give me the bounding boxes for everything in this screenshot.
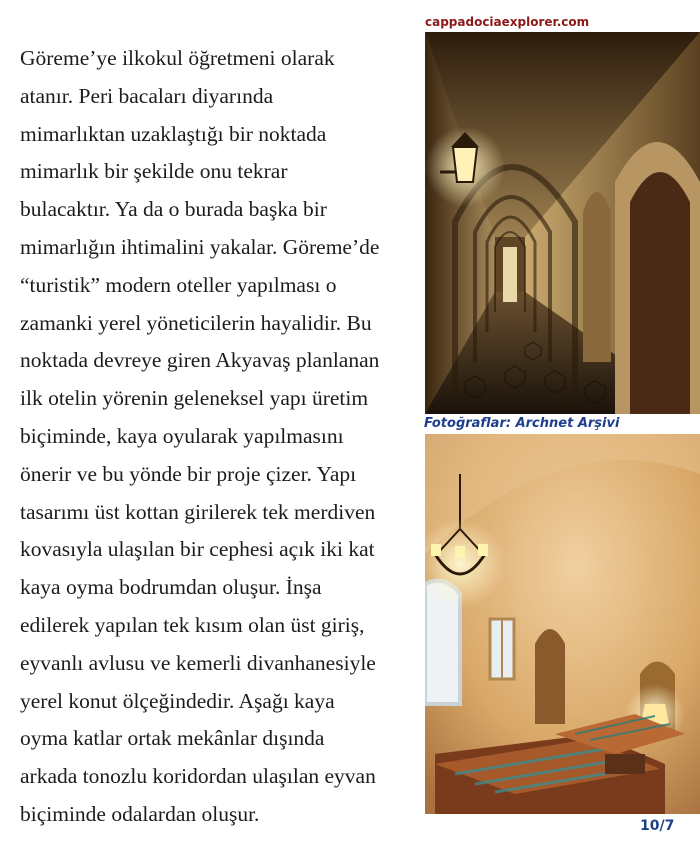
article-line: Göreme’ye ilkokul öğretmeni olarak — [20, 46, 335, 70]
room-photo — [425, 434, 700, 814]
article-line: bulacaktır. Ya da o burada başka bir — [20, 197, 327, 222]
article-line: yerel konut ölçeğindedir. Aşağı kaya — [20, 688, 335, 713]
article-body — [20, 40, 420, 834]
article-line: zamanki yerel yöneticilerin hayalidir. Bu — [20, 310, 372, 335]
article-line: mimarlıktan uzaklaştığı bir noktada — [20, 121, 327, 146]
article-line: mimarlık bir şekilde onu tekrar — [20, 159, 288, 184]
article-line: oyma katlar ortak mekânlar dışında — [20, 726, 325, 751]
article-line: biçiminde, kaya oyularak yapılmasını — [20, 423, 344, 448]
article-line: kovasıyla ulaşılan bir cephesi açık iki kat — [20, 537, 375, 562]
photo-caption: Fotoğraflar: Archnet Arşivi — [424, 416, 620, 431]
article-line: atanır. Peri bacaları diyarında — [20, 83, 274, 108]
article-line: tasarımı üst kottan girilerek tek merdiven — [20, 499, 376, 524]
page-number: 10/7 — [640, 818, 675, 834]
article-line: kaya oyma bodrumdan oluşur. İnşa — [20, 575, 322, 600]
article-line: ilk otelin yörenin geleneksel yapı üretim — [20, 386, 369, 411]
article-line: mimarlığın ihtimalini yakalar. Göreme’de — [20, 234, 380, 259]
source-site: cappadociaexplorer.com — [425, 15, 590, 29]
article-line: noktada devreye giren Akyavaş planlanan — [20, 348, 380, 373]
article-line: arkada tonozlu koridordan ulaşılan eyvan — [20, 764, 376, 789]
article-line: eyvanlı avlusu ve kemerli divanhanesiyle — [20, 650, 376, 675]
article-line: önerir ve bu yönde bir proje çizer. Yapı — [20, 461, 357, 486]
article-line: “turistik” modern oteller yapılması o — [20, 272, 337, 297]
article-line: edilerek yapılan tek kısım olan üst giriş, — [20, 612, 365, 637]
article-line: biçiminde odalardan oluşur. — [20, 801, 260, 826]
corridor-photo — [425, 32, 700, 414]
